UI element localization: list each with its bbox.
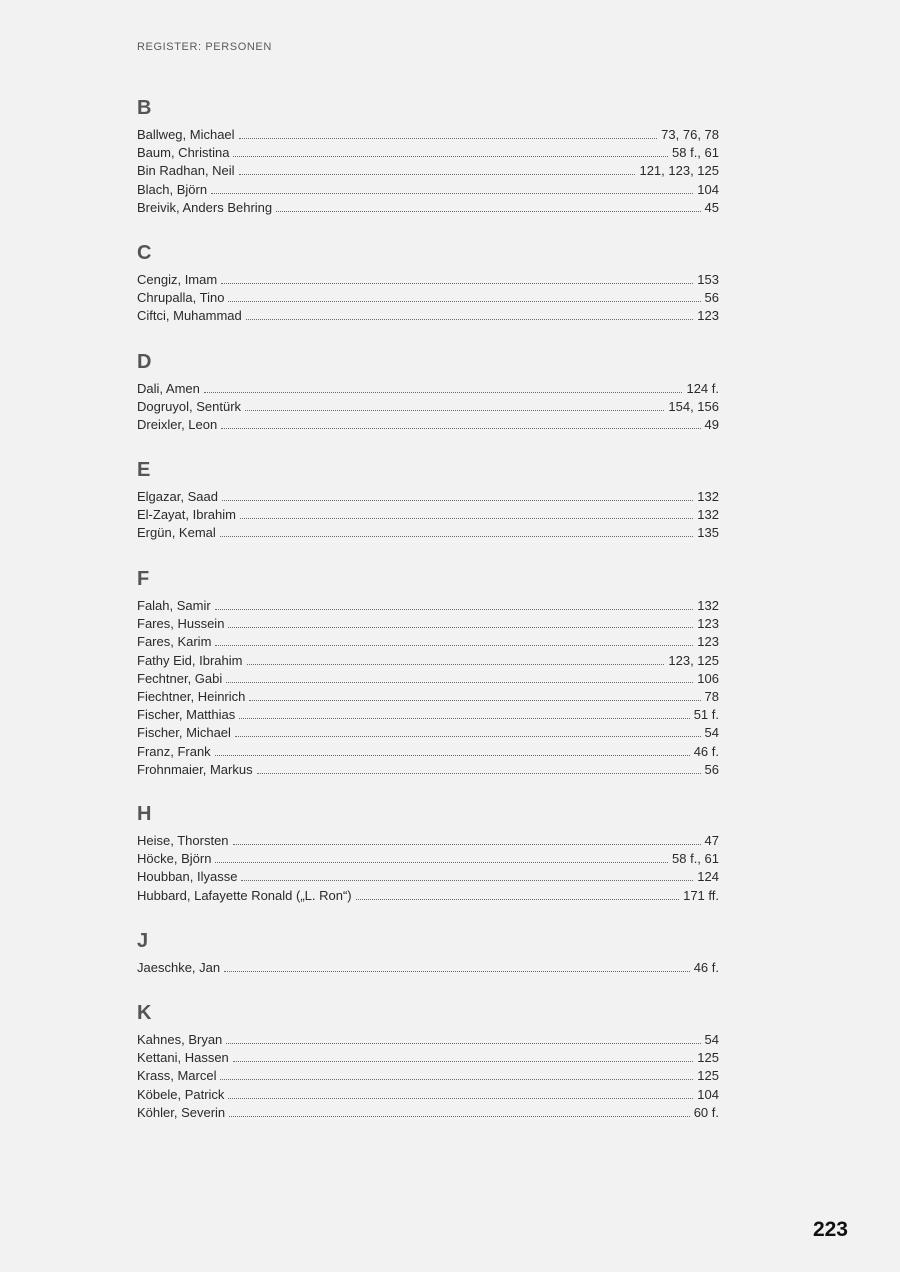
entry-name: Ergün, Kemal (137, 525, 216, 541)
entry-pages: 123 (697, 308, 719, 324)
dot-leader (239, 162, 636, 175)
entry-pages: 51 f. (693, 707, 719, 723)
dot-leader (276, 199, 700, 212)
entry-name: Blach, Björn (137, 181, 208, 197)
entry-pages: 73, 76, 78 (661, 127, 719, 142)
entry-name: Falah, Samir (137, 598, 211, 613)
index-entry (137, 688, 719, 706)
index-entry (137, 416, 719, 434)
index-section-c (137, 239, 719, 326)
section-letter: H (137, 803, 152, 825)
entry-pages: 58 f., 61 (672, 851, 719, 867)
dot-leader (228, 1086, 693, 1099)
entry-name: Hubbard, Lafayette Ronald („L. Ron“) (137, 887, 352, 903)
entry-pages: 60 f. (693, 1104, 719, 1120)
entry-name: Franz, Frank (137, 743, 211, 759)
entry-pages: 124 f. (686, 381, 719, 396)
entry-pages: 123 (697, 616, 719, 632)
index-section-b (137, 94, 719, 217)
index-entry (137, 1067, 719, 1085)
index-entry (137, 289, 719, 307)
dot-leader (220, 1067, 693, 1080)
entry-name: Jaeschke, Jan (137, 960, 221, 975)
entry-pages: 135 (697, 525, 719, 541)
dot-leader (229, 1104, 690, 1117)
entry-pages: 171 ff. (683, 887, 719, 903)
index-entry (137, 162, 719, 180)
dot-leader (233, 1049, 694, 1062)
section-letter: B (137, 97, 152, 119)
entry-pages: 104 (697, 1086, 719, 1102)
dot-leader (249, 688, 700, 701)
entry-name: Köbele, Patrick (137, 1086, 225, 1102)
index-entry (137, 506, 719, 524)
entry-pages: 78 (704, 688, 719, 704)
dot-leader (245, 398, 664, 411)
entry-list (137, 597, 719, 779)
dot-leader (239, 126, 658, 139)
dot-leader (247, 652, 665, 665)
entry-name: Dali, Amen (137, 381, 200, 396)
index-entry (137, 959, 719, 977)
entry-pages: 154, 156 (668, 399, 719, 415)
entry-name: Baum, Christina (137, 145, 230, 161)
dot-leader (235, 724, 701, 737)
entry-list (137, 832, 719, 905)
index-entry (137, 724, 719, 742)
entry-pages: 123, 125 (668, 652, 719, 668)
entry-pages: 54 (704, 725, 719, 741)
entry-name: Fischer, Michael (137, 725, 231, 741)
index-entry (137, 706, 719, 724)
index-entry (137, 868, 719, 886)
dot-leader (239, 706, 689, 719)
index-entry (137, 524, 719, 542)
entry-pages: 46 f. (693, 743, 719, 759)
entry-pages: 132 (697, 489, 719, 504)
entry-name: Fischer, Matthias (137, 707, 236, 723)
entry-pages: 132 (697, 507, 719, 523)
entry-pages: 124 (697, 869, 719, 885)
dot-leader (246, 307, 694, 320)
index-section-k (137, 999, 719, 1122)
index-entry (137, 1104, 719, 1122)
entry-pages: 46 f. (693, 960, 719, 975)
index-entry (137, 1049, 719, 1067)
index-entry (137, 307, 719, 325)
entry-pages: 153 (697, 272, 719, 287)
entry-name: Dogruyol, Sentürk (137, 399, 242, 415)
entry-pages: 125 (697, 1050, 719, 1066)
dot-leader (221, 271, 693, 284)
index-entry (137, 652, 719, 670)
dot-leader (226, 1031, 700, 1044)
index-entry (137, 380, 719, 398)
entry-list (137, 488, 719, 543)
entry-name: Frohnmaier, Markus (137, 761, 253, 777)
entry-name: El-Zayat, Ibrahim (137, 507, 236, 523)
dot-leader (222, 488, 693, 501)
running-head: REGISTER: PERSONEN (137, 41, 272, 53)
entry-pages: 47 (704, 833, 719, 848)
entry-name: Fiechtner, Heinrich (137, 688, 246, 704)
entry-pages: 49 (704, 417, 719, 433)
index-section-f (137, 565, 719, 779)
index-entry (137, 1031, 719, 1049)
entry-name: Dreixler, Leon (137, 417, 218, 433)
entry-name: Chrupalla, Tino (137, 290, 225, 306)
dot-leader (211, 181, 693, 194)
entry-pages: 56 (704, 761, 719, 777)
entry-name: Fechtner, Gabi (137, 670, 223, 686)
entry-pages: 54 (704, 1032, 719, 1047)
entry-name: Fares, Hussein (137, 616, 225, 632)
index-entry (137, 670, 719, 688)
index-entry (137, 615, 719, 633)
dot-leader (215, 743, 690, 756)
section-letter: D (137, 351, 152, 373)
dot-leader (233, 832, 701, 845)
entry-pages: 132 (697, 598, 719, 613)
entry-pages: 104 (697, 181, 719, 197)
index-section-e (137, 456, 719, 543)
dot-leader (257, 761, 701, 774)
entry-name: Kettani, Hassen (137, 1050, 229, 1066)
entry-name: Fathy Eid, Ibrahim (137, 652, 243, 668)
dot-leader (226, 670, 693, 683)
dot-leader (204, 380, 683, 393)
index-entry (137, 1086, 719, 1104)
index-entry (137, 633, 719, 651)
entry-name: Krass, Marcel (137, 1068, 217, 1084)
entry-list (137, 380, 719, 435)
index-entry (137, 126, 719, 144)
entry-name: Fares, Karim (137, 634, 212, 650)
index-entry (137, 743, 719, 761)
index-entry (137, 398, 719, 416)
section-letter: C (137, 242, 152, 264)
index-entry (137, 597, 719, 615)
dot-leader (356, 887, 679, 900)
section-letter: F (137, 568, 150, 590)
index-section-j (137, 927, 719, 977)
index-entry (137, 832, 719, 850)
entry-name: Cengiz, Imam (137, 272, 218, 287)
section-letter: K (137, 1002, 152, 1024)
entry-pages: 45 (704, 199, 719, 215)
dot-leader (240, 506, 693, 519)
dot-leader (215, 597, 694, 610)
entry-list (137, 271, 719, 326)
entry-name: Ciftci, Muhammad (137, 308, 242, 324)
entry-name: Breivik, Anders Behring (137, 199, 273, 215)
section-letter: J (137, 930, 149, 952)
entry-name: Kahnes, Bryan (137, 1032, 223, 1047)
dot-leader (241, 868, 693, 881)
dot-leader (220, 524, 694, 537)
entry-list (137, 959, 719, 977)
entry-pages: 56 (704, 290, 719, 306)
index-entry (137, 887, 719, 905)
entry-name: Elgazar, Saad (137, 489, 218, 504)
dot-leader (233, 144, 668, 157)
dot-leader (224, 959, 690, 972)
index-entry (137, 181, 719, 199)
entry-pages: 106 (697, 670, 719, 686)
page-number: 223 (812, 1218, 848, 1241)
entry-name: Houbban, Ilyasse (137, 869, 238, 885)
dot-leader (215, 633, 693, 646)
entry-list (137, 1031, 719, 1122)
dot-leader (221, 416, 700, 429)
entry-pages: 58 f., 61 (672, 145, 719, 161)
entry-pages: 121, 123, 125 (639, 163, 719, 179)
dot-leader (215, 850, 668, 863)
entry-name: Heise, Thorsten (137, 833, 229, 848)
entry-name: Höcke, Björn (137, 851, 212, 867)
index-entry (137, 144, 719, 162)
entry-name: Bin Radhan, Neil (137, 163, 235, 179)
dot-leader (228, 615, 693, 628)
entry-pages: 123 (697, 634, 719, 650)
entry-list (137, 126, 719, 217)
index-entry (137, 761, 719, 779)
dot-leader (228, 289, 700, 302)
entry-name: Köhler, Severin (137, 1104, 226, 1120)
index-entry (137, 271, 719, 289)
index-section-d (137, 348, 719, 435)
index-entry (137, 199, 719, 217)
index-entry (137, 488, 719, 506)
index-section-h (137, 800, 719, 905)
section-letter: E (137, 459, 151, 481)
entry-pages: 125 (697, 1068, 719, 1084)
entry-name: Ballweg, Michael (137, 127, 235, 142)
index-entry (137, 850, 719, 868)
